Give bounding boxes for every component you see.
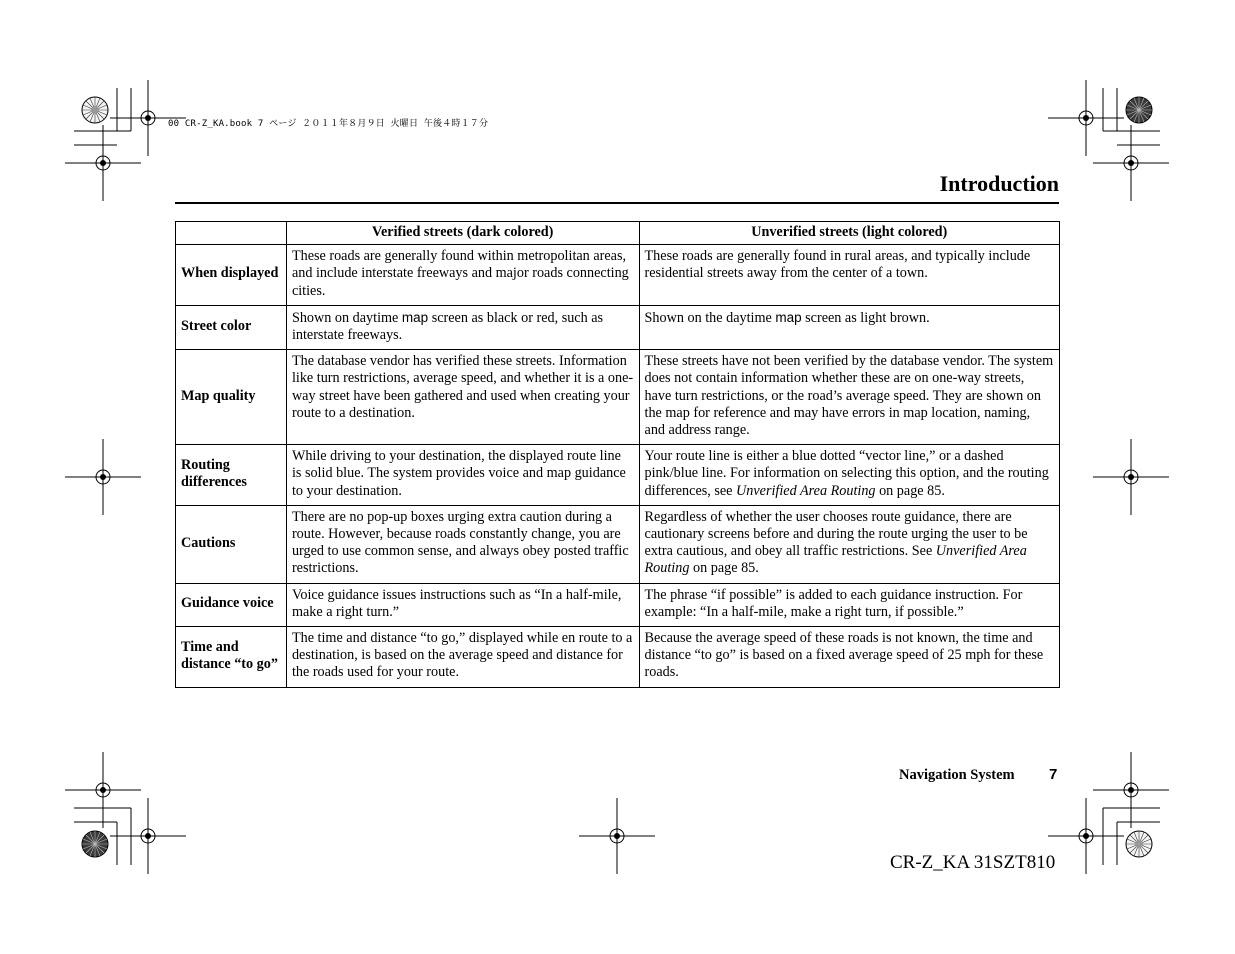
cell-text: screen as light brown. (801, 309, 930, 326)
registration-mark-icon (65, 752, 141, 828)
table-header-row (176, 222, 1060, 245)
table-row (176, 305, 1060, 349)
header-verified: Verified streets (dark colored) (286, 222, 639, 245)
unverified-cell (639, 505, 1059, 583)
color-target-icon (82, 97, 108, 123)
unverified-cell: These roads are generally found in rural areas, and typically include residential streets away from the center of a town. (639, 245, 1059, 306)
cell-text: on page 85. (689, 560, 759, 577)
cell-text: Shown on daytime (291, 309, 402, 326)
table-row (176, 445, 1060, 506)
unverified-cell (639, 305, 1059, 349)
registration-mark-icon (65, 439, 141, 515)
verified-cell: There are no pop-up boxes urging extra caution during a route. However, because roads constantly change, you are urged to use common sense, and always obey posted traffic restrictions. (286, 505, 639, 583)
registration-mark-icon (579, 798, 655, 874)
cross-reference: Unverified Area Routing (644, 543, 1027, 577)
header-unverified: Unverified streets (light colored) (639, 222, 1059, 245)
verified-cell: The time and distance “to go,” displayed while en route to a destination, is based on the average speed and distance for the roads used for your route. (286, 627, 639, 688)
registration-mark-icon (1093, 125, 1169, 201)
unverified-cell: Because the average speed of these roads is not known, the time and distance “to go” is based on a fixed average speed of 25 mph for these roads. (639, 627, 1059, 688)
page-title: Introduction (939, 171, 1059, 196)
table-row (176, 245, 1060, 306)
verified-cell: These roads are generally found within metropolitan areas, and include interstate freeways and major roads connecting cities. (286, 245, 639, 306)
registration-mark-icon (1093, 752, 1169, 828)
header-empty (176, 222, 287, 245)
verified-cell: While driving to your destination, the displayed route line is solid blue. The system provides voice and map guidance to your destination. (286, 445, 639, 506)
comparison-table (175, 221, 1060, 688)
page-number: 7 (1049, 766, 1058, 783)
footer-section-label: Navigation System (899, 767, 1015, 783)
color-target-icon (82, 831, 108, 857)
verified-cell: Voice guidance issues instructions such as “In a half-mile, make a right turn.” (286, 583, 639, 626)
table-row (176, 627, 1060, 688)
verified-cell: The database vendor has verified these streets. Information like turn restrictions, average speed, and whether it is a one-way street have been gathered and used when creating your route to a destination. (286, 350, 639, 445)
registration-mark-icon (110, 798, 186, 874)
color-target-icon (1126, 97, 1152, 123)
registration-mark-icon (1048, 80, 1124, 156)
cell-text: screen as black or red, such as interstate freeways. (291, 309, 604, 344)
map-button-text: map (775, 309, 802, 325)
print-info: 00 CR-Z_KA.book 7 ページ ２０１１年８月９日 火曜日 午後４時１７分 (168, 119, 489, 129)
cross-reference: Unverified Area Routing (736, 482, 876, 499)
document-code: CR-Z_KA 31SZT810 (890, 852, 1056, 873)
row-label: Cautions (176, 505, 287, 583)
row-label: Time and distance “to go” (176, 627, 287, 688)
registration-mark-icon (1048, 798, 1124, 874)
row-label: Guidance voice (176, 583, 287, 626)
table-row (176, 350, 1060, 445)
row-label: Routing differences (176, 445, 287, 506)
cell-text: on page 85. (875, 482, 945, 499)
cell-text: Your route line is either a blue dotted “vector line,” or a dashed pink/blue line. For information on selecting this option, and the routing differences, see (644, 448, 1049, 499)
unverified-cell: These streets have not been verified by the database vendor. The system does not contain information whether these are on one-way streets, have turn restrictions, or the road’s average speed. They are shown on the map for reference and may have errors in map location, naming, and address range. (639, 350, 1059, 445)
title-rule (175, 202, 1059, 204)
map-button-text: map (401, 309, 429, 325)
row-label: When displayed (176, 245, 287, 306)
registration-mark-icon (1093, 439, 1169, 515)
cell-text: Shown on the daytime (644, 309, 776, 326)
table-row (176, 505, 1060, 583)
registration-mark-icon (65, 125, 141, 201)
row-label: Map quality (176, 350, 287, 445)
cell-text: Regardless of whether the user chooses route guidance, there are cautionary screens before and during the route urging the user to be extra cautious, and obey all traffic restrictions. See (644, 508, 1028, 560)
verified-cell (286, 305, 639, 349)
unverified-cell (639, 445, 1059, 506)
table-row (176, 583, 1060, 626)
unverified-cell: The phrase “if possible” is added to each guidance instruction. For example: “In a half-mile, make a right turn, if possible.” (639, 583, 1059, 626)
row-label: Street color (176, 305, 287, 349)
color-target-icon (1126, 831, 1152, 857)
